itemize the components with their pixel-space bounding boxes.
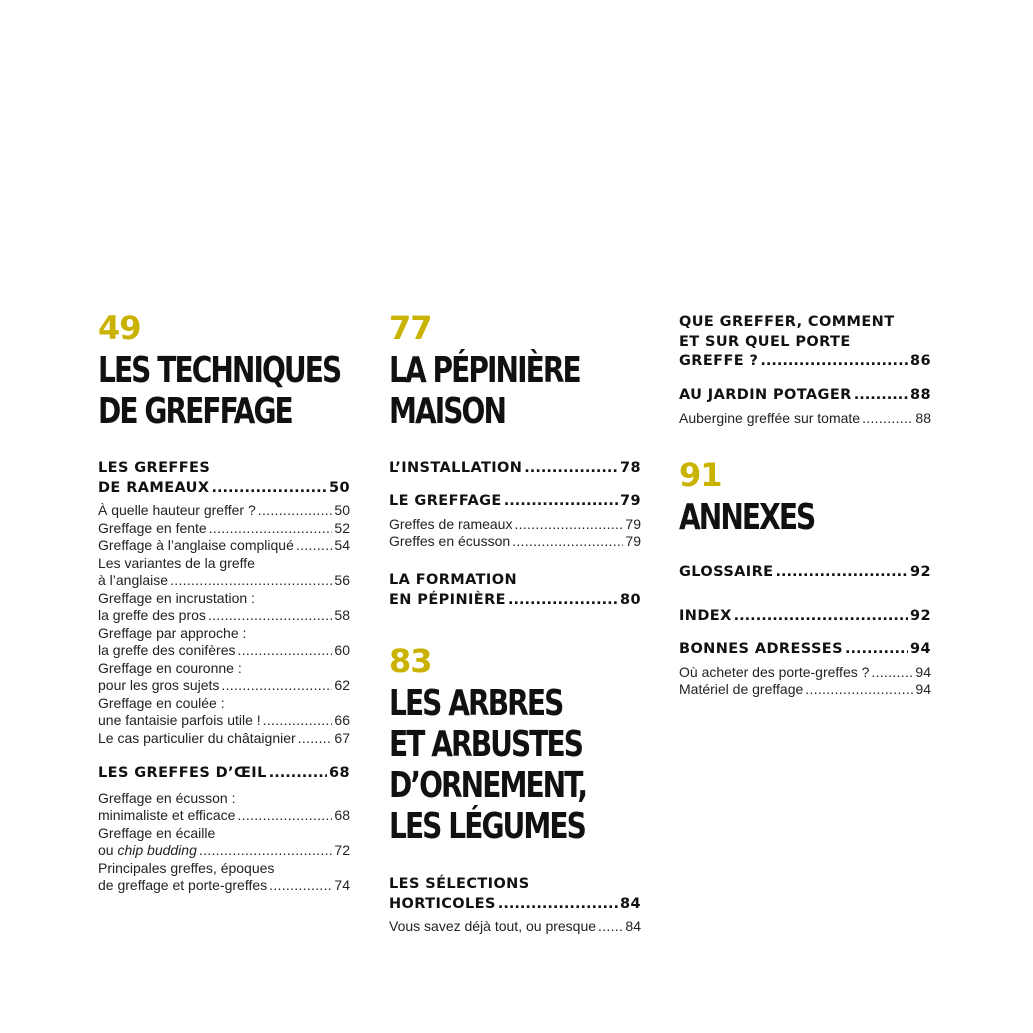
section-title: ANNEXES [679, 497, 815, 538]
section-title: LA PÉPINIÈRE MAISON [389, 350, 580, 432]
group-heading: QUE GREFFER, COMMENT ET SUR QUEL PORTE GREFFE ? ..... 86 [679, 313, 931, 372]
entry-list [98, 502, 350, 747]
toc-entry[interactable]: Greffage en incrustation : la greffe des pros ..... 58 [98, 590, 350, 625]
entry-list [389, 918, 641, 936]
toc-group[interactable] [679, 607, 931, 627]
toc-section [679, 456, 931, 538]
toc-entry[interactable]: Les variantes de la greffe à l’anglaise ..... 56 [98, 555, 350, 590]
toc-group[interactable] [679, 386, 931, 427]
toc-entry[interactable]: Vous savez déjà tout, ou presque ..... 84 [389, 918, 641, 936]
group-page: 68 [329, 765, 350, 781]
leader-dots [508, 591, 618, 611]
group-page: 94 [910, 641, 931, 657]
group-page: 79 [620, 493, 641, 509]
section-page-number: 49 [98, 309, 141, 347]
toc-entry[interactable]: Greffes en écusson ..... 79 [389, 533, 641, 551]
leader-dots [504, 492, 618, 512]
group-heading: LES GREFFES DE RAMEAUX ..... 50 [98, 459, 350, 498]
group-heading: AU JARDIN POTAGER ..... 88 [679, 386, 931, 406]
toc-entry[interactable]: Greffage en coulée : une fantaisie parfois utile ! ..... 66 [98, 695, 350, 730]
leader-dots [760, 352, 908, 372]
toc-group[interactable] [679, 640, 931, 699]
leader-dots [775, 563, 908, 583]
toc-group[interactable] [98, 459, 350, 747]
group-heading: GLOSSAIRE ..... 92 [679, 563, 931, 583]
leader-dots [734, 607, 908, 627]
leader-dots [845, 640, 908, 660]
section-title: LES ARBRES ET ARBUSTES D’ORNEMENT, LES LÉGUMES [389, 683, 587, 847]
entry-list [679, 664, 931, 699]
toc-entry[interactable]: Matériel de greffage ..... 94 [679, 681, 931, 699]
toc-entry[interactable]: Greffage en écaille ou chip budding ..... 72 [98, 825, 350, 860]
toc-group[interactable] [679, 313, 931, 372]
leader-dots [854, 386, 908, 406]
group-page: 86 [910, 353, 931, 369]
toc-section [98, 309, 350, 432]
group-page: 50 [329, 479, 350, 496]
entry-list [98, 790, 350, 895]
entry-list [679, 410, 931, 428]
toc-entry[interactable]: Greffage par approche : la greffe des conifères ..... 60 [98, 625, 350, 660]
group-page: 84 [620, 895, 641, 912]
section-page-number: 83 [389, 642, 432, 680]
group-page: 78 [620, 460, 641, 476]
leader-dots [211, 479, 327, 499]
section-title: LES TECHNIQUES DE GREFFAGE [98, 350, 341, 432]
group-heading: L’INSTALLATION ..... 78 [389, 459, 641, 479]
toc-group[interactable] [389, 571, 641, 610]
leader-dots [269, 764, 327, 784]
group-heading: LE GREFFAGE ..... 79 [389, 492, 641, 512]
leader-dots [524, 459, 618, 479]
group-heading: INDEX ..... 92 [679, 607, 931, 627]
toc-entry[interactable]: Greffage en couronne : pour les gros sujets ..... 62 [98, 660, 350, 695]
group-heading: LES GREFFES D’ŒIL ..... 68 [98, 764, 350, 784]
toc-entry[interactable]: Où acheter des porte-greffes ? ..... 94 [679, 664, 931, 682]
toc-entry[interactable]: Principales greffes, époques de greffage et porte-greffes ..... 74 [98, 860, 350, 895]
section-page-number: 91 [679, 456, 722, 494]
toc-entry[interactable]: Aubergine greffée sur tomate ..... 88 [679, 410, 931, 428]
toc-entry[interactable]: Greffage à l’anglaise compliqué ..... 54 [98, 537, 350, 555]
toc-entry[interactable]: Greffes de rameaux ..... 79 [389, 516, 641, 534]
toc-entry[interactable]: Greffage en écusson : minimaliste et efficace ..... 68 [98, 790, 350, 825]
group-heading: LES SÉLECTIONS HORTICOLES ..... 84 [389, 875, 641, 914]
toc-group[interactable] [679, 563, 931, 583]
toc-entry[interactable]: Le cas particulier du châtaignier ..... 67 [98, 730, 350, 748]
group-heading: BONNES ADRESSES ..... 94 [679, 640, 931, 660]
entry-list [389, 516, 641, 551]
group-page: 80 [620, 591, 641, 608]
toc-group[interactable] [389, 492, 641, 551]
toc-group[interactable] [389, 875, 641, 936]
leader-dots [498, 895, 618, 915]
toc-entry[interactable]: Greffage en fente ..... 52 [98, 520, 350, 538]
toc-group[interactable] [98, 764, 350, 895]
group-page: 92 [910, 608, 931, 624]
toc-entry[interactable]: À quelle hauteur greffer ? ..... 50 [98, 502, 350, 520]
toc-group[interactable] [389, 459, 641, 479]
group-page: 92 [910, 564, 931, 580]
group-heading: LA FORMATION EN PÉPINIÈRE ..... 80 [389, 571, 641, 610]
group-page: 88 [910, 387, 931, 403]
section-page-number: 77 [389, 309, 432, 347]
toc-section [389, 309, 641, 432]
toc-section [389, 642, 641, 847]
